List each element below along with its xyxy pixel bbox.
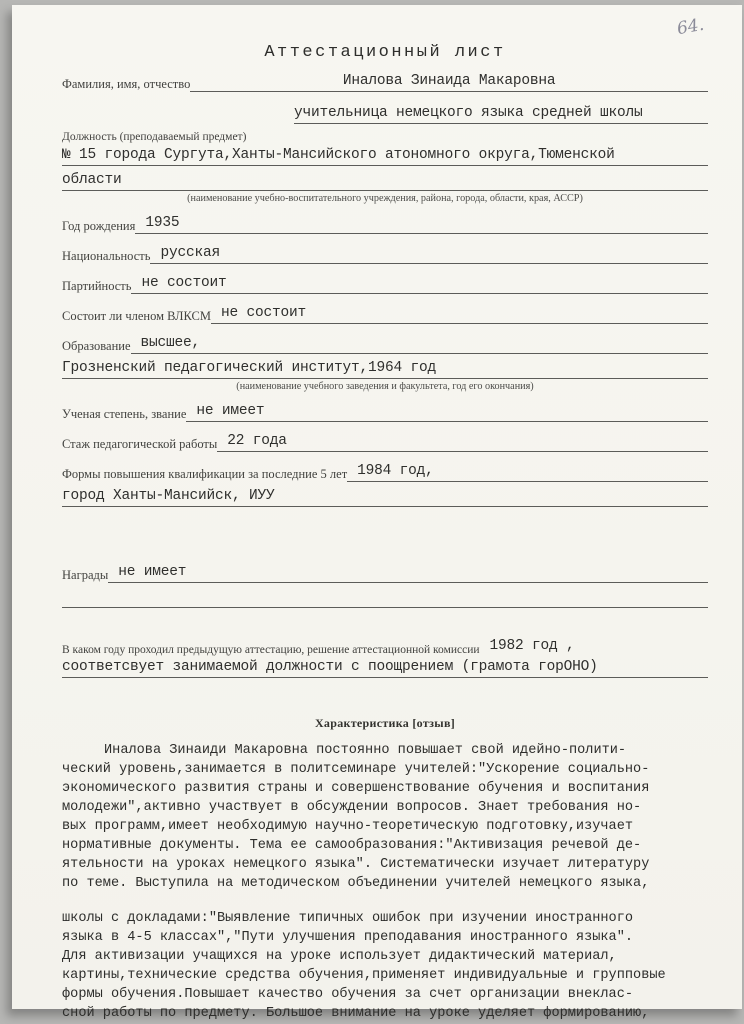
field-value-prev-attestation-1: 1982 год , — [489, 638, 575, 654]
field-label-degree: Ученая степень, звание — [62, 407, 187, 421]
field-value-position-3: области — [62, 172, 122, 188]
paragraph-line: молодежи",активно участвует в обсуждении вопросов. Знает требования но- — [62, 800, 642, 815]
field-line-education-2 — [62, 359, 708, 379]
field-line-experience — [217, 432, 708, 452]
field-value-position-2: № 15 города Сургута,Ханты-Мансийского атономного округа,Тюменской — [62, 147, 615, 163]
paragraph-line: нормативные документы. Тема ее самообразования:"Активизация речевой де- — [62, 838, 642, 853]
field-value-vlksm: не состоит — [220, 305, 306, 321]
characteristic-heading: Характеристика [отзыв] — [314, 716, 456, 730]
handwritten-page-number: 64. — [675, 14, 706, 40]
field-label-awards: Награды — [62, 568, 109, 582]
field-value-party: не состоит — [141, 275, 227, 291]
paragraph-line: Иналова Зинаиди Макаровна постоянно повышает свой идейно-полити- — [104, 743, 627, 758]
paragraph-line: картины,технические средства обучения,применяет индивидуальные и групповые — [62, 968, 666, 983]
paragraph-line: формы обучения.Повышает качество обучения за счет организации внеклас- — [62, 987, 634, 1002]
field-line-awards-blank — [62, 588, 708, 608]
blank-space — [62, 507, 708, 553]
field-value-education-2: Грозненский педагогический институт,1964 год — [62, 360, 437, 376]
field-line-prev-attestation-2 — [62, 658, 708, 678]
paragraph-line: вых программ,имеет необходимую научно-теоретическую подготовку,изучает — [62, 819, 634, 834]
field-value-prev-attestation-2: соответсвует занимаемой должности с поощрением (грамота горОНО) — [62, 659, 598, 675]
field-label-prev-attestation: В каком году проходил предыдущую аттестацию, решение аттестационной комиссии — [62, 644, 480, 656]
paper-sheet — [12, 5, 742, 1021]
field-line-position-3 — [62, 171, 708, 191]
field-row-training — [62, 461, 708, 482]
field-label-position: Должность (преподаваемый предмет) — [62, 131, 247, 143]
field-line-degree — [186, 402, 708, 422]
field-row-birth-year — [62, 213, 708, 234]
field-value-degree: не имеет — [196, 403, 265, 419]
field-row-education — [62, 333, 708, 354]
paragraph-line: языка в 4-5 классах","Пути улучшения преподавания иностранного языка". — [62, 930, 634, 945]
blank-space — [62, 608, 708, 626]
paragraph-line: экономического развития страны и совершенствование обучения и воспитания — [62, 781, 650, 796]
field-line-nationality — [150, 244, 708, 264]
field-value-training-2: город Ханты-Мансийск, ИУУ — [62, 488, 275, 504]
field-line-awards — [108, 563, 708, 583]
paragraph-line: по теме. Выступила на методическом объединении учителей немецкого языка, — [62, 876, 650, 891]
field-label-education: Образование — [62, 339, 131, 353]
characteristic-paragraph-2 — [62, 909, 708, 1023]
field-label-position-row — [62, 127, 708, 145]
field-row-awards — [62, 562, 708, 583]
field-value-experience: 22 года — [227, 433, 287, 449]
field-label-vlksm: Состоит ли членом ВЛКСМ — [62, 309, 211, 323]
field-value-training-1: 1984 год, — [357, 463, 434, 479]
field-row-name — [62, 71, 708, 92]
field-row-vlksm — [62, 303, 708, 324]
field-row-prev-attestation — [62, 635, 708, 656]
page-title: Аттестационный лист — [264, 43, 506, 62]
field-line-education-1 — [131, 334, 708, 354]
field-row-nationality — [62, 243, 708, 264]
field-value-birth-year: 1935 — [145, 215, 180, 231]
field-line-training-1 — [347, 462, 708, 482]
field-row-party — [62, 273, 708, 294]
field-line-training-2 — [62, 487, 708, 507]
field-line-position-2 — [62, 146, 708, 166]
field-row-degree — [62, 401, 708, 422]
field-line-party — [131, 274, 708, 294]
paragraph-line: сной работы по предмету. Большое внимание на уроке уделяет формированию, — [62, 1006, 650, 1021]
field-hint-position: (наименование учебно-воспитательного учреждения, района, города, области, края, АССР) — [187, 193, 583, 204]
field-label-experience: Стаж педагогической работы — [62, 437, 218, 451]
field-line-birth-year — [135, 214, 708, 234]
characteristic-paragraph-1 — [62, 741, 708, 893]
field-value-position-1: учительница немецкого языка средней школы — [294, 105, 643, 121]
field-value-name: Иналова Зинаида Макаровна — [342, 73, 556, 89]
field-label-nationality: Национальность — [62, 249, 151, 263]
field-line-vlksm — [211, 304, 708, 324]
field-value-nationality: русская — [160, 245, 220, 261]
field-label-training: Формы повышения квалификации за последние 5 лет — [62, 467, 348, 481]
field-value-education-1: высшее, — [140, 335, 201, 351]
field-line-prev-attestation-1 — [480, 637, 708, 656]
field-line-position-1 — [294, 104, 708, 124]
field-label-name: Фамилия, имя, отчество — [62, 77, 191, 91]
paragraph-line: школы с докладами:"Выявление типичных ошибок при изучении иностранного — [62, 911, 634, 926]
paragraph-line: ятельности на уроках немецкого языка". Систематически изучает литературу — [62, 857, 650, 872]
field-value-awards: не имеет — [118, 564, 187, 580]
field-row-experience — [62, 431, 708, 452]
paragraph-line: ческий уровень,занимается в политсеминаре учителей:"Ускорение социально- — [62, 762, 650, 777]
field-label-birth-year: Год рождения — [62, 219, 136, 233]
field-hint-education: (наименование учебного заведения и факультета, год его окончания) — [236, 381, 534, 392]
field-label-party: Партийность — [62, 279, 132, 293]
field-line-name — [190, 72, 708, 92]
paragraph-line: Для активизации учащихся на уроке использует дидактический материал, — [62, 949, 617, 964]
